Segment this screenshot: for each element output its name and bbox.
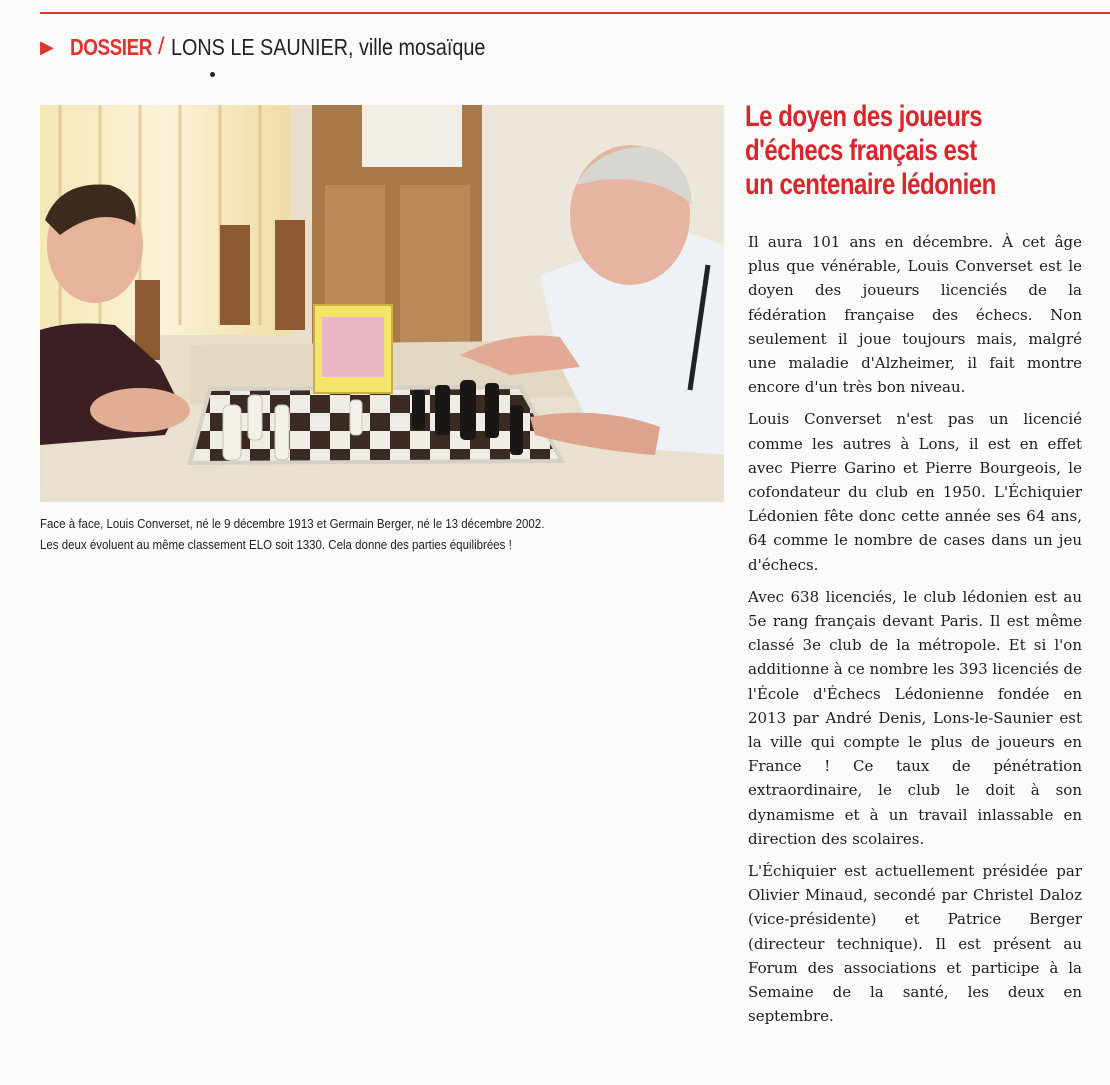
article-paragraph: Il aura 101 ans en décembre. À cet âge plus que vénérable, Louis Converset est le doyen des joueurs licenciés de la fédération française des échecs. Non seulement il joue toujours mais, malgré une maladie d'Alzheimer, il fait montre encore d'un très bon niveau. (748, 233, 1082, 397)
headline-line: un centenaire lédonien (745, 168, 996, 201)
article-photo (40, 105, 724, 502)
article-paragraph: Avec 638 licenciés, le club lédonien est au 5e rang français devant Paris. Il est même classé 3e club de la métropole. Et si l'on additionne à ce nombre les 393 licenciés de l'École d'Échecs Lédonienne fondée en 2013 par André Denis, Lons-le-Saunier est la ville qui compte le plus de joueurs en France ! Ce taux de pénétration extraordinaire, le club le doit à son dynamisme et à un travail inlassable en direction des scolaires. (748, 587, 1082, 848)
caption-line: Face à face, Louis Converset, né le 9 décembre 1913 et Germain Berger, né le 13 décembre 2002. (40, 517, 545, 531)
photo-caption (40, 514, 660, 556)
article-paragraph: L'Échiquier est actuellement présidée par Olivier Minaud, secondé par Christel Daloz (vice-présidente) et Patrice Berger (directeur technique). Il est présent au Forum des associations et participe à la Semaine de la santé, les deux en septembre. (748, 862, 1082, 1026)
chess-players-illustration (40, 105, 724, 502)
article-headline (745, 100, 1095, 202)
article-body (748, 230, 1082, 1037)
headline-line: Le doyen des joueurs (745, 100, 983, 133)
headline-line: d'échecs français est (745, 134, 977, 167)
section-topic: LONS LE SAUNIER, ville mosaïque (170, 33, 485, 60)
section-label: DOSSIER (69, 33, 152, 60)
header-separator: / (157, 33, 165, 60)
section-header (40, 30, 536, 64)
caption-line: Les deux évoluent au même classement ELO soit 1330. Cela donne des parties équilibrées ! (40, 538, 512, 552)
decorative-dot (210, 72, 215, 77)
arrow-right-icon: ▶ (40, 36, 54, 57)
article-paragraph: Louis Converset n'est pas un licencié comme les autres à Lons, il est en effet avec Pierre Garino et Pierre Bourgeois, le cofondateur du club en 1950. L'Échiquier Lédonien fête donc cette année ses 64 ans, 64 comme le nombre de cases dans un jeu d'échecs. (748, 410, 1082, 574)
top-rule (40, 12, 1110, 14)
